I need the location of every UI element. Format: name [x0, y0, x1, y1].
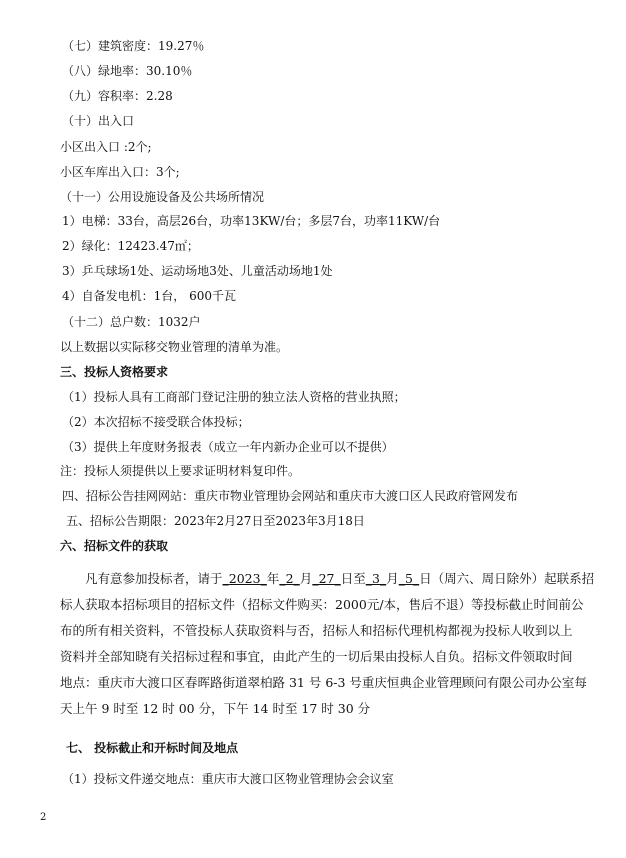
elevators-item: 1）电梯：33台，高层26台，功率13KW/台；多层7台，功率11KW/台 — [62, 214, 441, 228]
section-3-heading: 三、投标人资格要求 — [60, 365, 169, 379]
document-acquisition-paragraph — [60, 566, 595, 722]
section-5-period: 五、招标公告期限：2023年2月27日至2023年3月18日 — [66, 514, 365, 528]
total-households: （十二）总户数：1032户 — [62, 315, 201, 329]
garage-entrances: 小区车库出入口：3个; — [60, 165, 180, 179]
qualification-2: （2）本次招标不接受联合体投标； — [62, 415, 250, 429]
qualification-note: 注：投标人须提供以上要求证明材料复印件。 — [60, 464, 301, 478]
plot-ratio: （九）容积率：2.28 — [62, 89, 173, 103]
section-4-website: 四、招标公告挂网网站：重庆市物业管理协会网站和重庆市大渡口区人民政府管网发布 — [62, 489, 519, 503]
section-6-heading: 六、招标文件的获取 — [60, 539, 169, 553]
paragraph-line: 天上午 9 时至 12 时 00 分，下午 14 时至 17 时 30 分 — [60, 701, 371, 716]
paragraph-line: 凡有意参加投标者，请于_2023_年_2_月_27_日至_3_月_5_日（周六、周日除外）起联系招 — [85, 571, 595, 586]
greening-item: 2）绿化：12423.47㎡； — [62, 239, 199, 253]
qualification-3: （3）提供上年度财务报表（成立一年内新办企业可以不提供） — [62, 440, 394, 454]
sports-venues-item: 3）乒乓球场1处、运动场地3处、儿童活动场地1处 — [62, 264, 333, 278]
submission-location: （1）投标文件递交地点：重庆市大渡口区物业管理协会会议室 — [62, 772, 394, 786]
qualification-1: （1）投标人具有工商部门登记注册的独立法人资格的营业执照； — [62, 390, 406, 404]
generator-item: 4）自备发电机：1台， 600千瓦 — [62, 289, 236, 303]
paragraph-line: 地点：重庆市大渡口区春晖路街道翠柏路 31 号 6-3 号重庆恒典企业管理顾问有限公司办公室每 — [60, 675, 587, 690]
community-entrances: 小区出入口 :2个; — [60, 140, 152, 154]
paragraph-line: 资料并全部知晓有关招标过程和事宜，由此产生的一切后果由投标人自负。招标文件领取时间 — [60, 649, 573, 664]
data-note: 以上数据以实际移交物业管理的清单为准。 — [60, 340, 289, 354]
page-number: 2 — [40, 812, 47, 823]
building-density: （七）建筑密度：19.27％ — [62, 39, 205, 53]
paragraph-line: 布的所有相关资料，不管投标人获取资料与否，招标人和招标代理机构都视为投标人收到以上 — [60, 623, 573, 638]
entrances-heading: （十）出入口 — [62, 114, 135, 128]
paragraph-line: 标人获取本招标项目的招标文件（招标文件购买：2000元/本，售后不退）等投标截止时间前公 — [60, 597, 584, 612]
section-7-heading: 七、 投标截止和开标时间及地点 — [66, 741, 239, 755]
facilities-heading: （十一）公用设施设备及公共场所情况 — [60, 190, 265, 204]
green-ratio: （八）绿地率：30.10％ — [62, 64, 193, 78]
